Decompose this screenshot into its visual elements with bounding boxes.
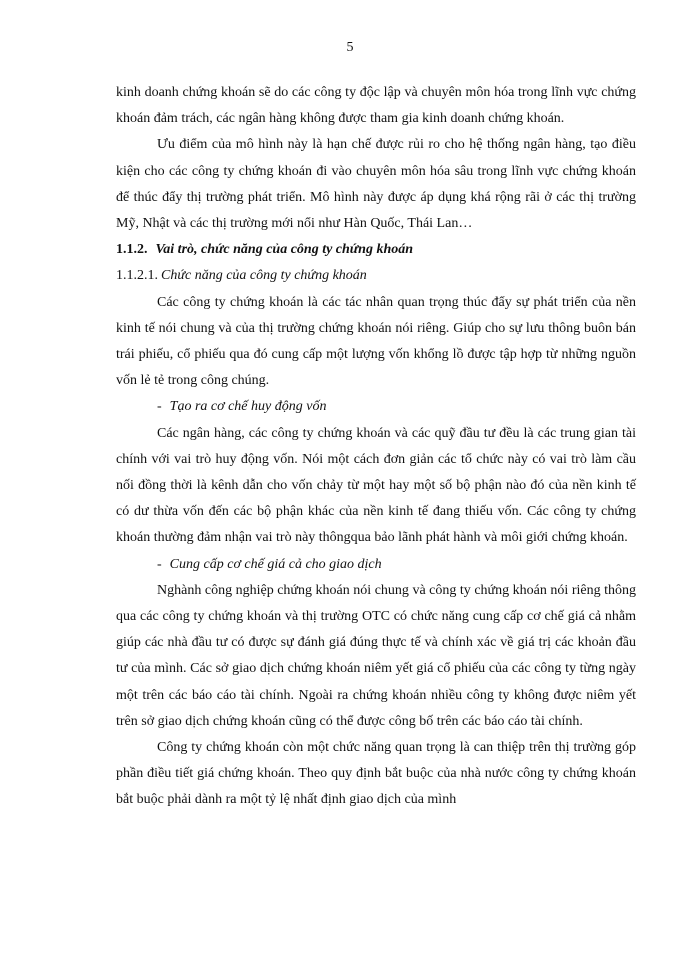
bullet-text: Tạo ra cơ chế huy động vốn — [169, 399, 327, 415]
document-body — [116, 80, 636, 814]
section-number: 1.1.2. — [116, 242, 148, 258]
subsection-heading-1-1-2-1 — [116, 263, 636, 289]
bullet-dash: - — [157, 399, 162, 415]
section-heading-1-1-2 — [116, 237, 636, 263]
bullet-dash: - — [157, 556, 162, 572]
paragraph-market-intervention: Công ty chứng khoán còn một chức năng quan trọng là can thiệp trên thị trường góp phần điều tiết giá chứng khoán. Theo quy định bắt buộc của nhà nước công ty chứng khoán bắt buộc phải dành ra một tỷ lệ nhất định giao dịch của mình — [116, 740, 636, 808]
bullet-text: Cung cấp cơ chế giá cả cho giao dịch — [169, 556, 382, 572]
paragraph-continuation: kinh doanh chứng khoán sẽ do các công ty độc lập và chuyên môn hóa trong lĩnh vực chứng khoán đảm trách, các ngân hàng không được tham gia kinh doanh chứng khoán. — [116, 85, 636, 127]
subsection-title: Chức năng của công ty chứng khoán — [161, 268, 367, 284]
paragraph-role-intro: Các công ty chứng khoán là các tác nhân quan trọng thúc đẩy sự phát triển của nền kinh tế nói chung và của thị trường chứng khoán nói riêng. Giúp cho sự lưu thông buôn bán trái phiếu, cổ phiếu qua đó cung cấp một lượng vốn khổng lồ được tập hợp từ những nguồn vốn lẻ tẻ trong công chúng. — [116, 294, 636, 389]
paragraph-price-mechanism: Nghành công nghiệp chứng khoán nói chung và công ty chứng khoán nói riêng thông qua các công ty chứng khoán và thị trường OTC có chức năng cung cấp cơ chế giá cả nhằm giúp các nhà đầu tư có được sự đánh giá đúng thực tế và chính xác về giá trị các khoản đầu tư của mình. Các sở giao dịch chứng khoán niêm yết giá cổ phiếu của các công ty từng ngày một trên các báo cáo tài chính. Ngoài ra chứng khoán nhiều công ty không được niêm yết trên sở giao dịch chứng khoán cũng có thể được công bố trên các báo cáo tài chính. — [116, 582, 636, 729]
subsection-number: 1.1.2.1. — [116, 268, 158, 284]
bullet-price-mechanism — [116, 552, 636, 578]
section-title: Vai trò, chức năng của công ty chứng khoán — [155, 242, 414, 258]
paragraph-financial-intermediaries: Các ngân hàng, các công ty chứng khoán và các quỹ đầu tư đều là các trung gian tài chính với vai trò huy động vốn. Nói một cách đơn giản các tổ chức này có vai trò làm cầu nối đồng thời là kênh dẫn cho vốn chảy từ một hay một số bộ phận nào đó của nền kinh tế có dư thừa vốn đến các bộ phận khác của nền kinh tế đang thiếu vốn. Các công ty chứng khoán thường đảm nhận vai trò này thôngqua bảo lãnh phát hành và môi giới chứng khoán. — [116, 425, 636, 546]
paragraph-model-advantages: Ưu điểm của mô hình này là hạn chế được rủi ro cho hệ thống ngân hàng, tạo điều kiện cho các công ty chứng khoán đi vào chuyên môn hóa sâu trong lĩnh vực chứng khoán để thúc đẩy thị trường phát triển. Mô hình này được áp dụng khá rộng rãi ở các thị trường Mỹ, Nhật và các thị trường mới nổi như Hàn Quốc, Thái Lan… — [116, 137, 636, 232]
bullet-capital-mobilization — [116, 394, 636, 420]
page-number: 5 — [346, 40, 354, 55]
